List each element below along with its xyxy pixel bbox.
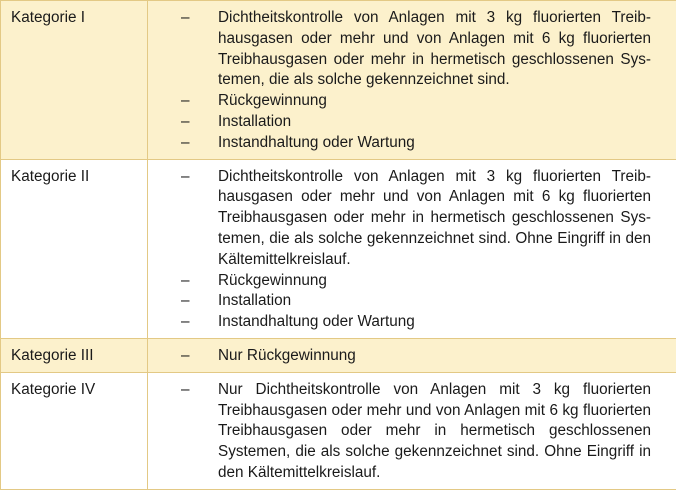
list-item-text: Rückgewinnung [218,271,327,289]
list-item [181,133,651,154]
dash-bullet: – [181,271,190,289]
dash-bullet: – [181,346,190,364]
dash-bullet: – [181,9,190,26]
list-item-text: Rückgewinnung [218,92,327,110]
list-item-text: Instandhaltung oder Wartung [218,133,415,151]
list-item-text: Dichtheitskontrolle von Anlagen mit 3 kg fluorierten Treibhausgasen oder mehr und von Anlagen mit 6 kg fluorierten Treibhausgasen oder mehr in hermetisch geschlossenen Systemen, die als solche gekennzeichnet sind. Ohne Eingriff in den Kältemittelkreislauf. [218,167,651,268]
list-item-text: Nur Dichtheitskontrolle von Anlagen mit 3 kg fluorierten Treibhausgasen oder mehr und von Anlagen mit 6 kg fluorierten Treibhausgasen oder mehr in hermetisch geschlossenen Systemen, die als solche gekennzeichnet sind. Ohne Eingriff in den Kältemittelkreislauf. [218,380,651,481]
table-row [1,372,676,489]
list-item [181,380,651,484]
table-row [1,1,676,160]
list-item [181,112,651,133]
list-item-text: Dichtheitskontrolle von Anlagen mit 3 kg fluorierten Treibhausgasen oder mehr und von Anlagen mit 6 kg fluorierten Treibhausgasen oder mehr in hermetisch geschlossenen Systemen, die als solche gekennzeichnet sind. [218,9,651,89]
list-item [181,91,651,112]
category-label: Kategorie II [11,167,90,185]
activities-cell [148,338,676,372]
dash-bullet: – [181,92,190,110]
dash-bullet: – [181,292,190,310]
dash-bullet: – [181,380,190,398]
category-label: Kategorie I [11,9,85,26]
activities-cell [148,372,676,489]
list-item [181,346,651,367]
dash-bullet: – [181,167,190,185]
category-cell [1,159,148,338]
dash-bullet: – [181,133,190,151]
list-item [181,271,651,292]
dash-bullet: – [181,313,190,331]
list-item-text: Nur Rückgewinnung [218,346,356,364]
list-item-text: Installation [218,292,292,310]
table-row [1,159,676,338]
category-cell [1,372,148,489]
list-item [181,167,651,271]
list-item-text: Installation [218,112,292,130]
dash-bullet: – [181,112,190,130]
category-label: Kategorie IV [11,380,96,398]
list-item [181,312,651,333]
category-label: Kategorie III [11,346,94,364]
category-cell [1,1,148,160]
list-item [181,8,651,91]
list-item-text: Instandhaltung oder Wartung [218,313,415,331]
table-row [1,338,676,372]
list-item [181,291,651,312]
activities-cell [148,1,676,160]
activities-cell [148,159,676,338]
category-cell [1,338,148,372]
